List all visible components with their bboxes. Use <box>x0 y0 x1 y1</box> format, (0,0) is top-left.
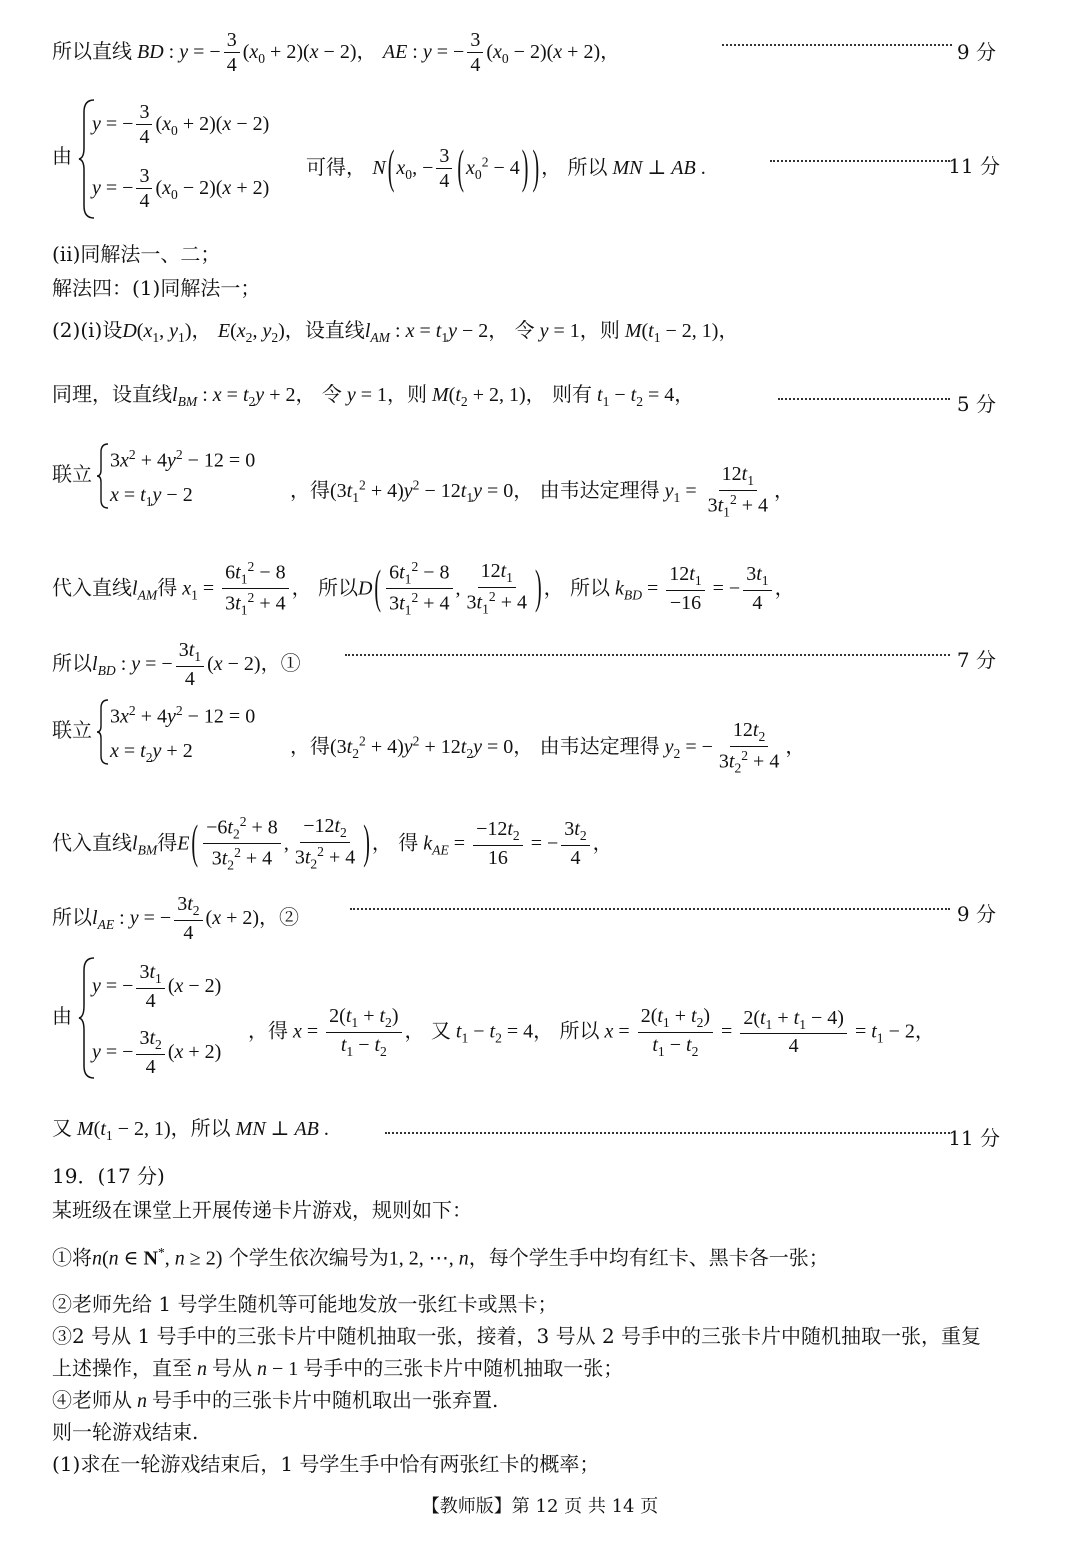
line-3: (ii)同解法一、二； <box>52 242 221 266</box>
text: 所以直线 <box>52 39 132 63</box>
line-4: 解法四：(1)同解法一； <box>52 276 261 300</box>
line-9: 所以$l_{BD}$ : y = − $\frac{3t_1}{4}$ (x − 2)，① <box>52 639 301 690</box>
page-footer: 【教师版】第 12 页 共 14 页 <box>421 1496 659 1517</box>
game-end: 则一轮游戏结束. <box>52 1420 199 1444</box>
line-5: (2)(i)设$D(x_1$, $y_1$)， $E(x_2$, $y_2$)，设直线$l_{AM}$ : $x = t_1y - 2$， 令 y = 1，则 $M(t_1 - 2$, 1)， <box>52 318 739 345</box>
rule-1: ①将n(n ∈ N*, n ≥ 2) 个学生依次编号为1, 2, ⋯, n，每个学生手中均有红卡、黑卡各一张； <box>52 1245 829 1270</box>
line-10: 联立 <box>52 718 92 742</box>
brace <box>96 442 110 510</box>
score: 5 分 <box>956 392 996 416</box>
rule-3-line-1: ③2 号从 1 号手中的三张卡片中随机抽取一张，接着，3 号从 2 号手中的三张卡片中随机抽取一张，重复 <box>52 1324 982 1348</box>
rule-3-line-2: 上述操作，直至 n 号从 n − 1 号手中的三张卡片中随机抽取一张； <box>52 1356 624 1380</box>
question-19-title: 19．(17 分) <box>52 1164 165 1188</box>
fraction: $\frac{3}{4}$ <box>224 30 240 75</box>
math: BD <box>132 41 164 63</box>
line-6: 同理，设直线$l_{BM}$ : $x = t_2y + 2$， 令 y = 1，则 $M(t_2 + 2$, 1)， 则有 $t_1 - t_2 = 4$， <box>52 382 695 409</box>
line-11: 代入直线$l_{BM}$得E ( $\frac{-6t_2^2 + 8}{3t_2^2 + 4}$ , $\frac{-12t_2}{3t_2^2 + 4}$ ) ， 得 $k_{AE}$ = $\frac{-12t_2}{16}$ = − $\frac{3t_2}{4}$ ， <box>52 814 613 873</box>
score: 9 分 <box>956 40 996 64</box>
rule-2: ②老师先给 1 号学生随机等可能地发放一张红卡或黑卡； <box>52 1292 558 1316</box>
line-13: 由 <box>52 1004 72 1028</box>
score: 9 分 <box>956 902 996 926</box>
rule-4: ④老师从 n 号手中的三张卡片中随机取出一张弃置. <box>52 1388 499 1412</box>
score: 11 分 <box>948 154 1000 178</box>
line-2: 由 <box>52 144 72 168</box>
question-1: (1)求在一轮游戏结束后，1 号学生手中恰有两张红卡的概率； <box>52 1452 600 1476</box>
score: 11 分 <box>948 1126 1000 1150</box>
question-19-intro: 某班级在课堂上开展传递卡片游戏，规则如下： <box>52 1198 472 1222</box>
line-7: 联立 <box>52 462 92 486</box>
line-8: 代入直线$l_{AM}$得 $x_1$ = $\frac{6t_1^2 - 8}{3t_1^2 + 4}$ ， 所以D ( $\frac{6t_1^2 - 8}{3t_1^2 + 4}$ , $\frac{12t_1}{3t_1^2 + 4}$ ) ， 所以 $k_{BD}$ = $\frac{12t_1}{-16}$ = − $\frac{3t_1}{4}$ ， <box>52 559 795 618</box>
line-14: 又 $M(t_1 - 2$, 1)，所以 MN ⊥ AB . <box>52 1116 329 1143</box>
line-12: 所以$l_{AE}$ : y = − $\frac{3t_2}{4}$ (x + 2)，② <box>52 893 300 944</box>
line-1: 所以直线 BD : y = − $\frac{3}{4}$ $(x_0 + 2)(x - 2)$， AE : y = − $\frac{3}{4}$ $(x_0 - 2)(x + 2)$， <box>52 29 621 76</box>
score: 7 分 <box>956 648 996 672</box>
brace <box>96 698 110 766</box>
